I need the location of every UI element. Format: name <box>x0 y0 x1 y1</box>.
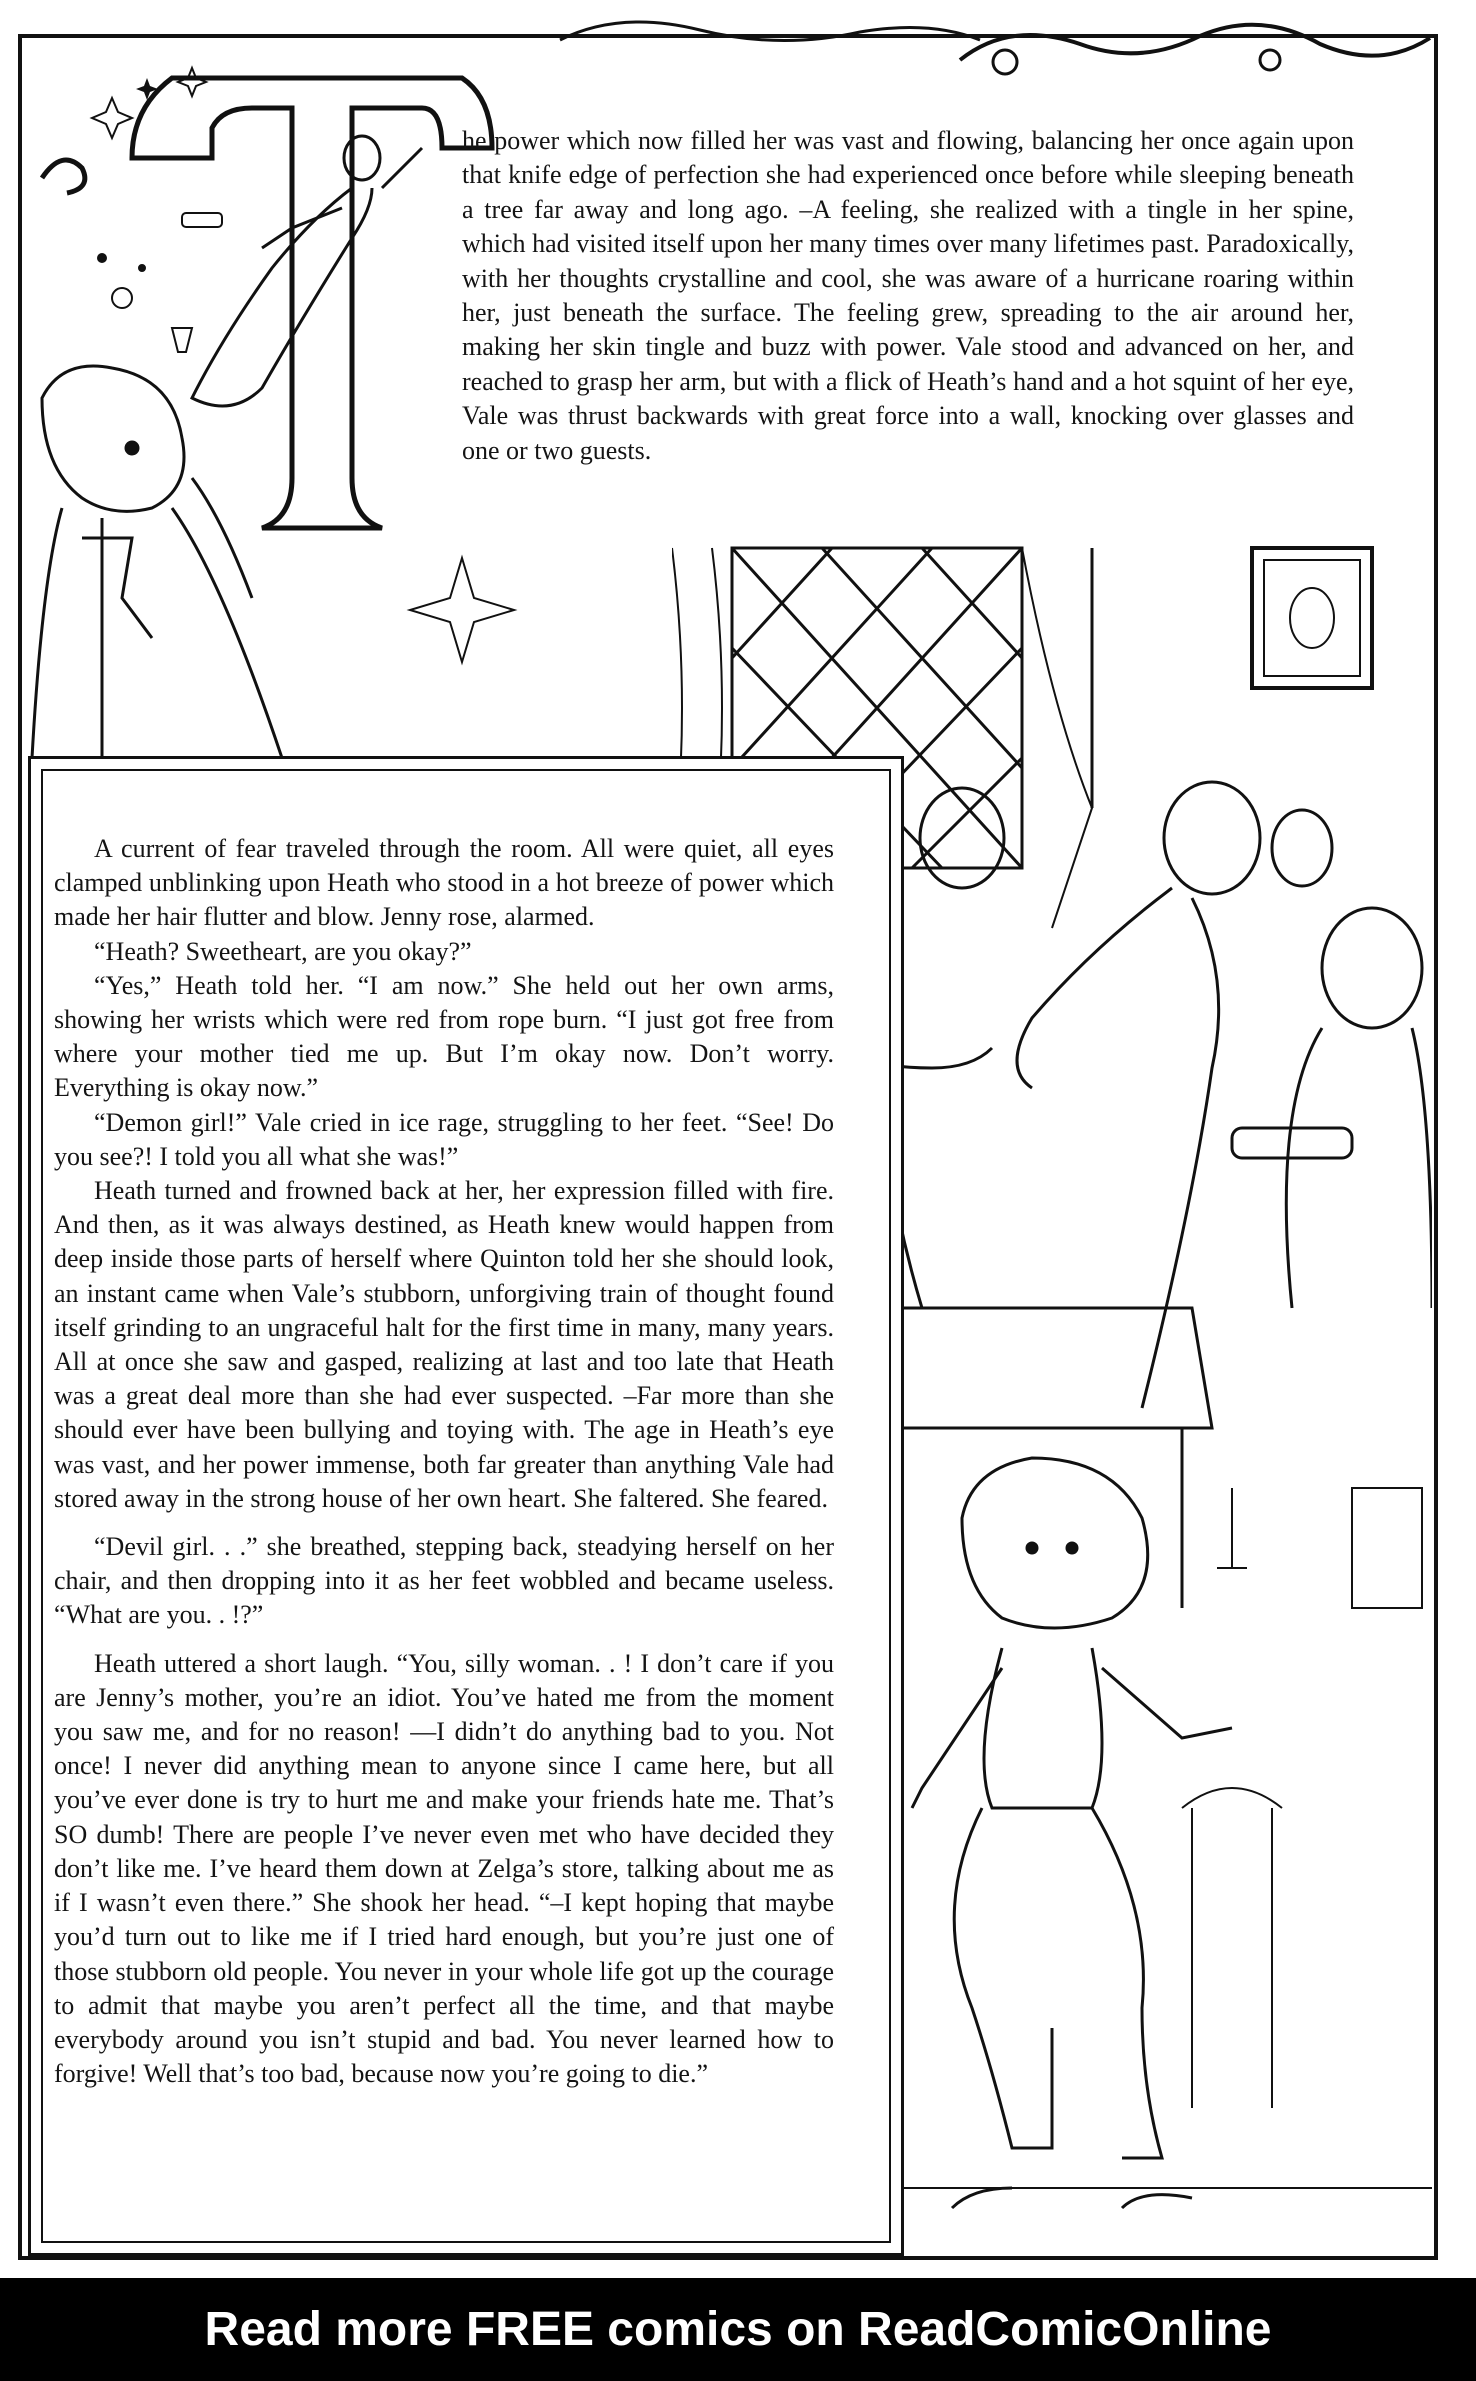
story-paragraph: “Yes,” Heath told her. “I am now.” She held out her own arms, showing her wrists which were red from rope burn. “I just got free from where your mother tied me up. But I’m okay now. Don’t worry. Everything is okay now.” <box>54 970 834 1103</box>
promo-banner[interactable] <box>0 2278 1476 2381</box>
story-paragraph: Heath turned and frowned back at her, her expression filled with fire. And then, as it was always destined, as Heath knew would happen from deep inside those parts of herself where Quinton told her she should look, an instant came when Vale’s stubborn, unforgiving train of thought found itself grinding to an ungraceful halt for the first time in many, many years. All at once she saw and gasped, realizing at last and too late that Heath was a great deal more than she had ever suspected. –Far more than she should ever have been bullying and toying with. The age in Heath’s eye was vast, and her power immense, both far greater than anything Vale had stored away in the strong house of her own heart. She faltered. She feared. <box>54 1176 834 1513</box>
top-narration-text: he power which now filled her was vast and flowing, balancing her once again upon that knife edge of perfection she had experienced once before while sleeping beneath a tree far away and long ago. –A feeling, she realized with a tingle in her spine, which had visited itself upon her many times over many lifetimes past. Paradoxically, with her thoughts crystalline and cool, she was aware of a hurricane roaring within her, just beneath the surface. The feeling grew, spreading to the air around her, making her skin tingle and buzz with power. Vale stood and advanced on her, and reached to grasp her arm, but with a flick of Heath’s hand and a hot squint of her eye, Vale was thrust backwards with great force into a wall, knocking over glasses and one or two guests. <box>462 126 1354 465</box>
top-narration <box>462 124 1354 468</box>
promo-banner-text[interactable]: Read more FREE comics on ReadComicOnline <box>204 2303 1272 2356</box>
story-paragraph: “Demon girl!” Vale cried in ice rage, struggling to her feet. “See! Do you see?! I told you all what she was!” <box>54 1107 834 1171</box>
wall-portrait <box>1252 548 1372 688</box>
story-paragraph: Heath uttered a short laugh. “You, silly woman. . ! I don’t care if you are Jenny’s mother, you’re an idiot. You’ve hated me from the moment you saw me, and for no reason! —I didn’t do anything bad to you. Not once! I never did anything mean to anyone since I came here, but all you’ve ever done is try to hurt me and make your friends hate me. That’s SO dumb! There are people I’ve never even met who have decided they don’t like me. I’ve heard them down at Zelga’s store, talking about me as if I wasn’t even there.” She shook her head. “–I kept hoping that maybe you’d turn out to like me if I tried hard enough, but you’re just one of those stubborn old people. You never in your whole life got up the courage to admit that maybe you aren’t perfect all the time, and that maybe everybody around you isn’t stupid and bad. You never learned how to forgive! Well that’s too bad, because now you’re going to die.” <box>54 1648 834 2089</box>
story-paragraph: A current of fear traveled through the room. All were quiet, all eyes clamped unblinking upon Heath who stood in a hot breeze of power which made her hair flutter and blow. Jenny rose, alarmed. <box>54 834 834 932</box>
story-narration <box>54 832 834 2091</box>
story-paragraph: “Heath? Sweetheart, are you okay?” <box>94 936 472 966</box>
guest-figures <box>832 782 1432 1408</box>
heath-figure <box>912 1458 1232 2208</box>
story-paragraph: “Devil girl. . .” she breathed, stepping back, steadying herself on her chair, and then dropping into it as her feet wobbled and became useless. “What are you. . !?” <box>54 1532 834 1630</box>
